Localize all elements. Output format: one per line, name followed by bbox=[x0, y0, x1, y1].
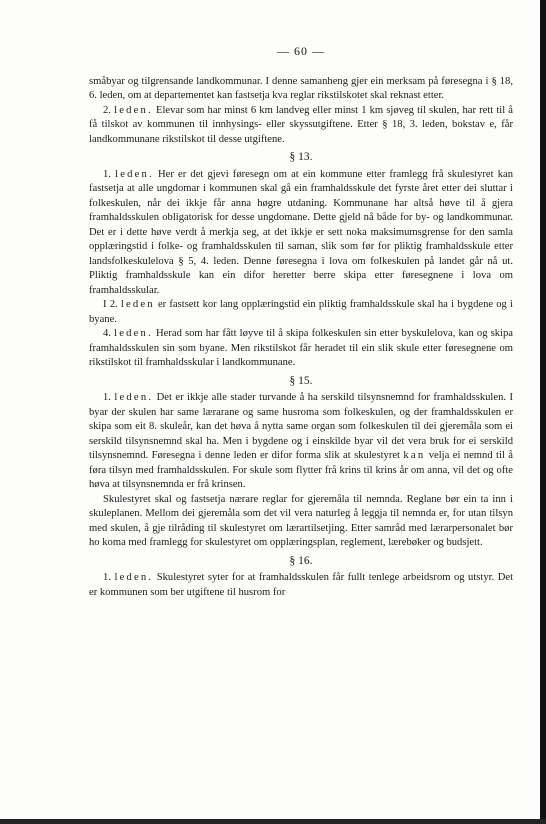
paragraph bbox=[89, 168, 513, 299]
paragraph-text: velja ei nemnd til å føra tilsyn med framhaldsskulen. For skule som flytter frå krins til krins år om anna, vil det og ofte høva at tilsynsnemnda er frå krinsen. bbox=[89, 450, 514, 490]
scan-edge-bottom bbox=[0, 819, 546, 824]
paragraph-text: Elevar som har minst 6 km landveg eller minst 1 km sjøveg til skulen, har rett til å få tilskot av kommunen til innhysings- eller skyssutgiftene. Etter § 18, 3. leden, bokstav e, får landkommunane rikstilskot til desse utgiftene. bbox=[89, 104, 514, 145]
paragraph-text: er fastsett kor lang opplæringstid ein pliktig framhaldsskule skal ha i bygdene og i byane. bbox=[89, 299, 513, 325]
paragraph-text: Her er det gjevi føresegn om at ein kommune etter framlegg frå skulestyret kan fastsetja at alle ungdomar i kommunen skal gå ein framhaldsskule det fyrste året etter dei sluttar i folkeskulen, når dei ikkje får anna høgre utdaning. Kommunane har altså høve til å gjera framhaldsskulen obligatorisk for desse ungdomane. Dette gjeld nå både for by- og landkommunar. Det er i dette høve verdt å merkja seg, at det ikkje er sett noka maksimumsgrense for den samla opplæringstid i folke- og framhaldsskulen til saman, slik som før for pliktig framhaldsskule etter landsfolkeskulelova § 5, 4. leden. Denne føresegna i lova om folkeskulen på landet går nå ut. Pliktig framhaldsskule kan ein difor heretter berre skipa etter føresegnene i lova om framhaldsskular. bbox=[89, 168, 514, 296]
section-heading: § 16. bbox=[289, 554, 313, 567]
paragraph-number: 1. bbox=[103, 168, 116, 180]
section-heading: § 13. bbox=[289, 151, 313, 163]
paragraph bbox=[89, 104, 513, 148]
document-page bbox=[89, 44, 513, 600]
paragraph-text: Herad som har fått løyve til å skipa folkeskulen sin etter byskulelova, kan og skipa framhaldsskulen sin som byane. Men rikstilskot får heradet til ein slik skule etter føresegnene om rikstilskot til framhaldsskular i landkommunane. bbox=[89, 328, 514, 368]
paragraph bbox=[89, 391, 513, 493]
spaced-leden: leden. bbox=[114, 392, 154, 403]
page-number: — 60 — bbox=[277, 44, 325, 58]
paragraph bbox=[89, 327, 513, 371]
paragraph: Skulestyret skal og fastsetja nærare reglar for gjeremåla til nemnda. Reglane bør ein ta inn i skuleplanen. Mellom dei gjeremåla som det vil vera naturleg å leggja til nemnda er, for utan tilsyn med skulen, å gje tilråding til skulestyret om lærartilsetjing. Etter samråd med lærarpersonalet bør ho koma med framlegg for skulestyret om opplæringsplan, reglement, lærebøker og budsjett. bbox=[89, 493, 513, 548]
paragraph-number: 4. bbox=[103, 328, 115, 339]
paragraph-number: 2. bbox=[103, 104, 115, 116]
spaced-kan: kan bbox=[403, 450, 426, 461]
paragraph-number: I 2. bbox=[103, 299, 121, 310]
scan-edge-right bbox=[540, 0, 546, 824]
paragraph-text: Skulestyret syter for at framhaldsskulen får fullt tenlege arbeidsrom og utstyr. Det er kommunen som ber utgiftene til husrom for bbox=[89, 572, 514, 598]
paragraph-number: 1. bbox=[103, 572, 115, 583]
paragraph bbox=[89, 298, 513, 327]
spaced-leden: leden. bbox=[114, 328, 153, 339]
paragraph: småbyar og tilgrensande landkommunar. I denne samanheng gjer ein merksam på føresegna i § 18, 6. leden, om at departementet kan fastsetja kva reglar rikstilskotet skal reknast etter. bbox=[89, 75, 513, 101]
spaced-leden: leden bbox=[120, 299, 155, 310]
spaced-leden: leden. bbox=[114, 104, 153, 116]
section-heading: § 15. bbox=[289, 374, 313, 387]
spaced-leden: leden. bbox=[115, 168, 154, 180]
spaced-leden: leden. bbox=[114, 572, 154, 583]
paragraph-text: Det er ikkje alle stader turvande å ha serskild tilsynsnemnd for framhaldsskulen. I byar der skulen har same lærarane og same husroma som folkeskulen, og der framhaldsskulen er skipa som eit 8. skuleår, kan det høva å nytta same organ som folkeskulen til dei gjeremåla som ei serskild tilsynsnemnd skal ha. Men i bygdene og i einskilde byar vil det vera bruk for ei serskild tilsynsnemnd. Føresegna i denne leden er difor forma slik at skulestyret bbox=[89, 392, 513, 461]
paragraph-number: 1. bbox=[103, 392, 115, 403]
paragraph bbox=[89, 571, 513, 600]
